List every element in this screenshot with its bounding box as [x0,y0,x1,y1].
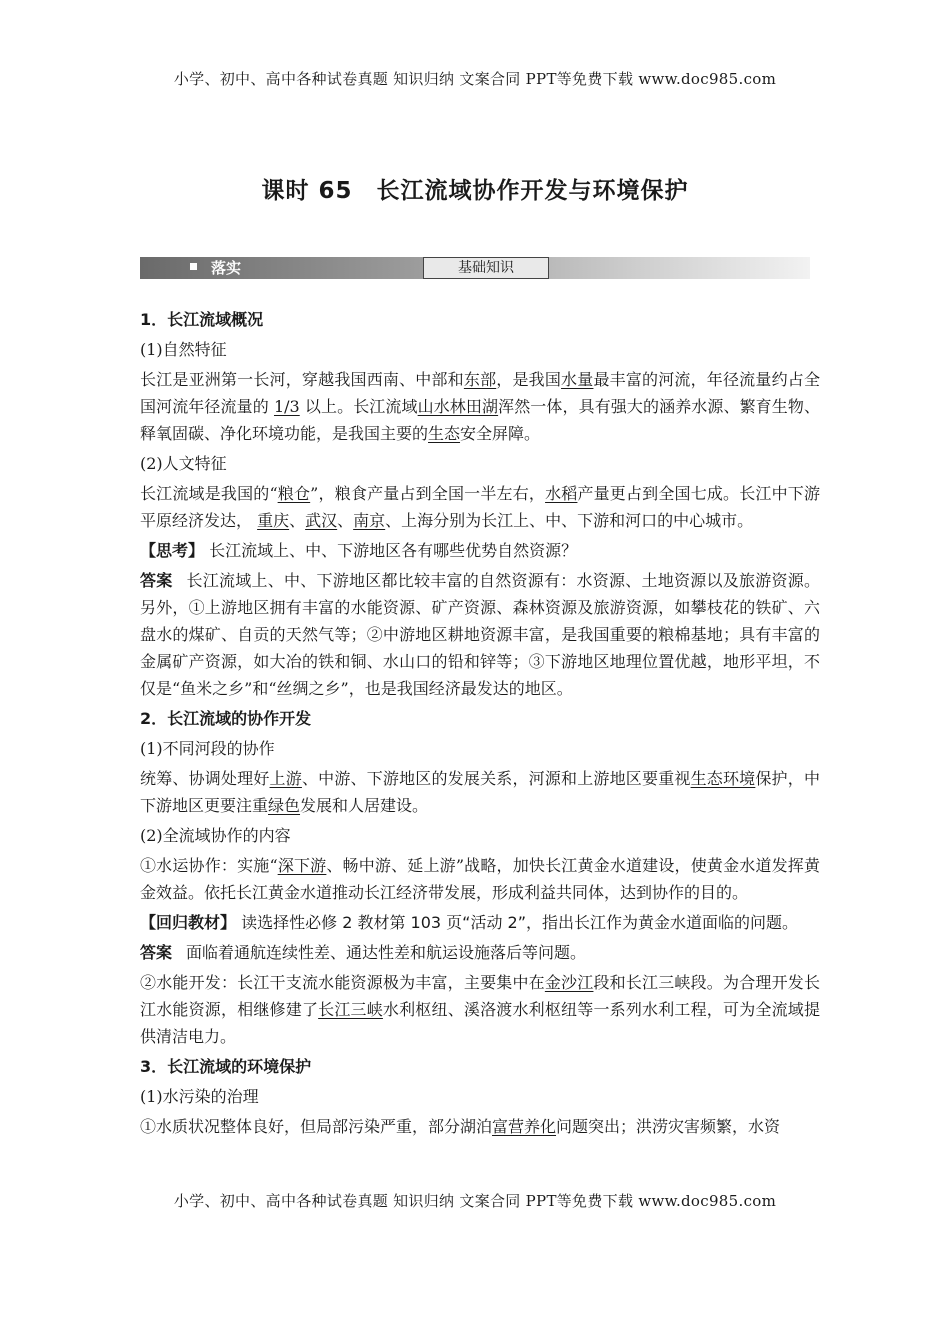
fill-blank: 南京 [353,511,386,530]
banner-right-label: 基础知识 [423,257,549,279]
review-label: 【回归教材】 [140,913,237,932]
section-2-paragraph-1: 统筹、协调处理好上游、中游、下游地区的发展关系，河源和上游地区要重视生态环境保护，中下游地区更要注重绿色发展和人居建设。 [140,769,820,815]
section-2-paragraph-2: ①水运协作：实施“深下游、畅中游、延上游”战略，加快长江黄金水道建设，使黄金水道发挥黄金效益。依托长江黄金水道推动长江经济带发展，形成利益共同体，达到协作的目的。 [140,856,820,902]
section-1-heading: 1．长江流域概况 [140,310,264,329]
fill-blank: 水量 [561,370,594,389]
page-footer: 小学、初中、高中各种试卷真题 知识归纳 文案合同 PPT等免费下载 www.doc985.com [173,1192,777,1210]
section-2-heading: 2．长江流域的协作开发 [140,709,312,728]
fill-blank: 富营养化 [492,1117,557,1136]
think-label: 【思考】 [140,541,205,560]
section-1-paragraph-2: 长江流域是我国的“粮仓”，粮食产量占到全国一半左右，水稻产量更占到全国七成。长江中下游平原经济发达， 重庆、武汉、南京、上海分别为长江上、中、下游和河口的中心城市。 [140,484,820,530]
page-header: 小学、初中、高中各种试卷真题 知识归纳 文案合同 PPT等免费下载 www.doc985.com [173,70,777,88]
section-3-sub-1: (1)水污染的治理 [140,1087,259,1106]
section-1-sub-2: (2)人文特征 [140,454,227,473]
answer-label: 答案 [140,571,173,590]
section-2-sub-1: (1)不同河段的协作 [140,739,275,758]
fill-blank: 生态 [428,424,461,443]
fill-blank: 深下游 [277,856,327,875]
fill-blank: 生态环境 [690,769,756,788]
fill-blank: 长江三峡 [318,1000,383,1019]
fill-blank: 重庆 [257,511,290,530]
document-body [140,306,820,1143]
fill-blank: 水稻 [545,484,578,503]
section-2-sub-2: (2)全流域协作的内容 [140,826,291,845]
review-answer: 答案 面临着通航连续性差、通达性差和航运设施落后等问题。 [140,943,587,962]
fill-blank: 金沙江 [544,973,594,992]
fill-blank: 绿色 [268,796,301,815]
page-title: 课时 65 长江流域协作开发与环境保护 [261,178,689,204]
section-1-sub-1: (1)自然特征 [140,340,227,359]
review-question: 【回归教材】 读选择性必修 2 教材第 103 页“活动 2”，指出长江作为黄金水道面临的问题。 [140,913,799,932]
think-question: 【思考】 长江流域上、中、下游地区各有哪些优势自然资源？ [140,541,578,560]
section-1-paragraph-1: 长江是亚洲第一长河，穿越我国西南、中部和东部，是我国水量最丰富的河流，年径流量约占全国河流年径流量的 1/3 以上。长江流域山水林田湖浑然一体，具有强大的涵养水源、繁育生物、释氧固碳、净化环境功能，是我国主要的生态安全屏障。 [140,370,820,443]
square-bullet-icon [190,263,197,270]
fill-blank: 粮仓 [277,484,311,503]
banner-left-label: 落实 [190,258,241,278]
think-answer: 答案 长江流域上、中、下游地区都比较丰富的自然资源有：水资源、土地资源以及旅游资源。另外，①上游地区拥有丰富的水能资源、矿产资源、森林资源及旅游资源，如攀枝花的铁矿、六盘水的煤矿、自贡的天然气等；②中游地区耕地资源丰富，是我国重要的粮棉基地；具有丰富的金属矿产资源，如大冶的铁和铜、水山口的铅和锌等；③下游地区地理位置优越，地形平坦，不仅是“鱼米之乡”和“丝绸之乡”，也是我国经济最发达的地区。 [140,571,820,698]
fill-blank: 山水林田湖 [417,397,499,416]
answer-label: 答案 [140,943,173,962]
fill-blank: 武汉 [305,511,338,530]
section-3-heading: 3．长江流域的环境保护 [140,1057,312,1076]
fill-blank: 上游 [269,769,302,788]
section-3-paragraph-1: ①水质状况整体良好，但局部污染严重，部分湖泊富营养化问题突出；洪涝灾害频繁，水资 [140,1117,781,1136]
fill-blank: 东部 [463,370,497,389]
section-2-paragraph-3: ②水能开发：长江干支流水能资源极为丰富，主要集中在金沙江段和长江三峡段。为合理开发长江水能资源，相继修建了长江三峡水利枢纽、溪洛渡水利枢纽等一系列水利工程，可为全流域提供清洁电力。 [140,973,820,1046]
fill-blank: 1/3 [273,397,300,416]
section-banner [140,257,810,279]
